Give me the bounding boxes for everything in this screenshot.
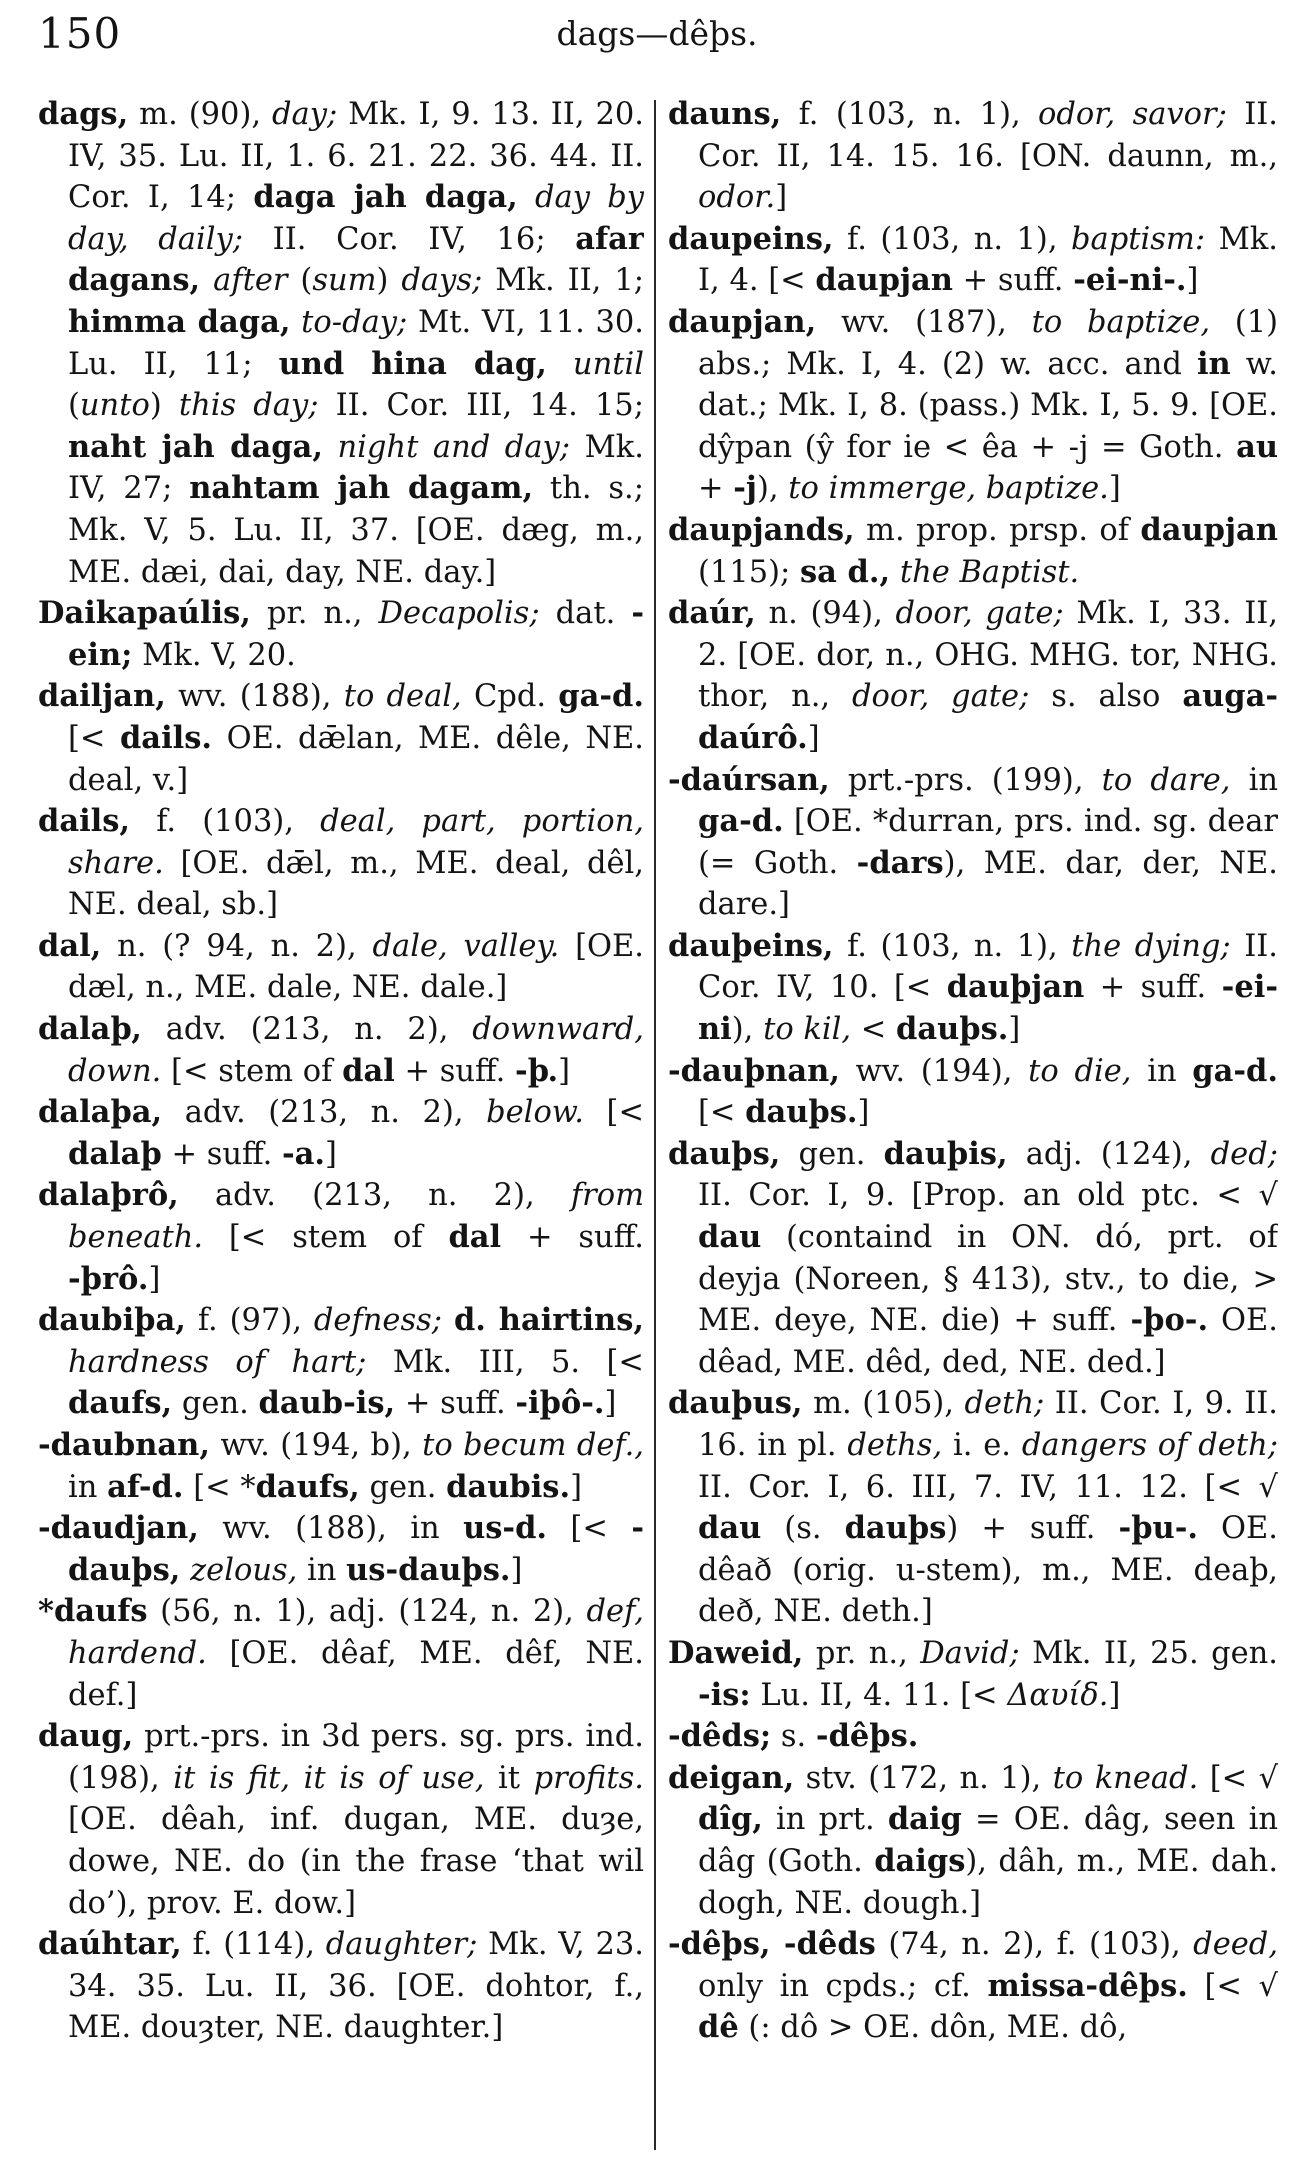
dictionary-entry	[38, 1300, 644, 1425]
entry-headword: daubiþa,	[38, 1302, 186, 1339]
dictionary-entry	[38, 926, 644, 1009]
entry-definition: (56, n. 1), adj. (124, n. 2), def, hardend. [OE. dêaf, ME. dêf, NE. def.]	[68, 1594, 644, 1713]
dictionary-entry	[38, 94, 644, 593]
entry-headword: -dêþs, -dêds	[668, 1926, 876, 1963]
right-column	[668, 94, 1278, 2166]
entry-headword: -daubnan,	[38, 1427, 210, 1463]
entry-headword: dalaþ,	[38, 1011, 142, 1048]
entry-definition: m. prop. prsp. of daupjan (115); sa d., the Baptist.	[698, 511, 1278, 590]
dictionary-entry	[38, 1425, 644, 1508]
dictionary-entry	[668, 1716, 1278, 1758]
dictionary-entry	[668, 302, 1278, 510]
entry-definition: wv. (188), in us-d. [< -dauþs, zelous, in us-dauþs.]	[68, 1510, 644, 1588]
dictionary-entry	[38, 1092, 644, 1175]
entry-definition: prt.-prs. (199), to dare, in ga-d. [OE. *durran, prs. ind. sg. dear (= Goth. -dars), ME. dar, der, NE. dare.]	[698, 762, 1278, 923]
entry-definition: f. (103), deal, part, portion, share. [OE. dǣl, m., ME. deal, dêl, NE. deal, sb.]	[68, 804, 644, 923]
dictionary-entry	[668, 1924, 1278, 2049]
entry-definition: f. (97), defness; d. hairtins, hardness of hart; Mk. III, 5. [< daufs, gen. daub-is, + suff. -iþô-.]	[68, 1302, 644, 1422]
entry-definition: pr. n., Decapolis; dat. -ein; Mk. V, 20.	[68, 595, 644, 673]
dictionary-entry	[668, 94, 1278, 219]
entry-headword: -dauþnan,	[668, 1052, 840, 1089]
dictionary-entry	[668, 219, 1278, 302]
running-head: dags—dêþs.	[556, 14, 758, 53]
entry-headword: Daikapaúlis,	[38, 595, 251, 632]
page-header	[0, 0, 1314, 72]
entry-headword: Daweid,	[668, 1634, 804, 1671]
entry-headword: -dêds;	[668, 1718, 772, 1755]
dictionary-entry	[668, 1758, 1278, 1924]
entry-headword: dags,	[38, 96, 129, 132]
entry-headword: dauþus,	[668, 1385, 803, 1422]
entry-headword: -daudjan,	[38, 1510, 199, 1547]
entry-definition: gen. dauþis, adj. (124), ded; II. Cor. I, 9. [Prop. an old ptc. < √ dau (containd in ON. dó, prt. of deyja (Noreen, § 413), stv., to die, > ME. deye, NE. die) + suff. -þo-. OE. dêad, ME. dêd, ded, NE. ded.]	[698, 1135, 1278, 1380]
dictionary-entry	[38, 593, 644, 676]
entry-headword: daug,	[38, 1718, 134, 1755]
dictionary-entry	[668, 1383, 1278, 1633]
entry-definition: f. (103, n. 1), the dying; II. Cor. IV, 10. [< dauþjan + suff. -ei-ni), to kil, < dauþs.]	[698, 928, 1278, 1048]
entry-headword: dails,	[38, 803, 131, 840]
entry-headword: daupjan,	[668, 303, 817, 340]
entry-definition: adv. (213, n. 2), downward, down. [< stem of dal + suff. -þ.]	[68, 1012, 644, 1089]
entry-definition: m. (90), day; Mk. I, 9. 13. II, 20. IV, 35. Lu. II, 1. 6. 21. 22. 36. 44. II. Cor. I, 14; daga jah daga, day by day, daily; II. Cor. IV, 16; afar dagans, after (sum) days; Mk. II, 1; himma daga, to-day; Mt. VI, 11. 30. Lu. II, 11; und hina dag, until (unto) this day; II. Cor. III, 14. 15; naht jah daga, night and day; Mk. IV, 27; nahtam jah dagam, th. s.; Mk. V, 5. Lu. II, 37. [OE. dæg, m., ME. dæi, dai, day, NE. day.]	[68, 97, 644, 590]
page-number: 150	[38, 9, 122, 58]
entry-definition: n. (94), door, gate; Mk. I, 33. II, 2. [OE. dor, n., OHG. MHG. tor, NHG. thor, n., door, gate; s. also auga-daúrô.]	[698, 596, 1278, 756]
entry-definition: pr. n., David; Mk. II, 25. gen. -is: Lu. II, 4. 11. [< Δαυίδ.]	[698, 1635, 1278, 1713]
entry-definition: s. -dêþs.	[780, 1718, 919, 1755]
entry-headword: *daufs	[38, 1593, 148, 1630]
left-column	[38, 94, 644, 2166]
dictionary-entry	[668, 593, 1278, 759]
entry-definition: wv. (187), to baptize, (1) abs.; Mk. I, 4. (2) w. acc. and in w. dat.; Mk. I, 8. (pass.) Mk. I, 5. 9. [OE. dŷpan (ŷ for ie < êa + -j = Goth. au + -j), to immerge, baptize.]	[698, 304, 1278, 507]
dictionary-entry	[668, 1051, 1278, 1134]
entry-headword: daúr,	[668, 595, 756, 632]
entry-definition: adv. (213, n. 2), from beneath. [< stem of dal + suff. -þrô.]	[68, 1178, 644, 1297]
entry-definition: (74, n. 2), f. (103), deed, only in cpds.; cf. missa-dêþs. [< √ dê (: dô > OE. dôn, ME. dô,	[698, 1927, 1278, 2046]
entry-headword: daúhtar,	[38, 1926, 182, 1963]
dictionary-entry	[38, 676, 644, 801]
dictionary-entry	[668, 1633, 1278, 1716]
dictionary-entry	[38, 1716, 644, 1924]
entry-headword: -daúrsan,	[668, 761, 830, 798]
dictionary-entry	[38, 801, 644, 926]
entry-definition: m. (105), deth; II. Cor. I, 9. II. 16. in pl. deths, i. e. dangers of deth; II. Cor. I, 6. III, 7. IV, 11. 12. [< √ dau (s. dauþs) + suff. -þu-. OE. dêað (orig. u-stem), m., ME. deaþ, deð, NE. deth.]	[698, 1386, 1278, 1630]
entry-headword: dalaþa,	[38, 1094, 163, 1131]
entry-definition: adv. (213, n. 2), below. [< dalaþ + suff. -a.]	[68, 1095, 644, 1172]
dictionary-entry	[38, 1924, 644, 2049]
entry-headword: dalaþrô,	[38, 1177, 179, 1214]
dictionary-entry	[668, 926, 1278, 1051]
column-divider	[654, 100, 656, 2150]
entry-definition: n. (? 94, n. 2), dale, valley. [OE. dæl, n., ME. dale, NE. dale.]	[68, 928, 644, 1006]
entry-headword: dal,	[38, 927, 102, 964]
entry-definition: f. (114), daughter; Mk. V, 23. 34. 35. Lu. II, 36. [OE. dohtor, f., ME. douȝter, NE. daughter.]	[68, 1927, 644, 2046]
entry-definition: f. (103, n. 1), baptism: Mk. I, 4. [< daupjan + suff. -ei-ni-.]	[698, 221, 1278, 299]
dictionary-entry	[38, 1009, 644, 1092]
entry-headword: daupeins,	[668, 220, 834, 257]
entry-headword: dauþs,	[668, 1135, 781, 1172]
entry-headword: dauns,	[668, 96, 782, 132]
dictionary-entry	[668, 1134, 1278, 1384]
entry-headword: daupjands,	[668, 511, 855, 548]
entry-headword: dauþeins,	[668, 927, 834, 964]
entry-definition: wv. (188), to deal, Cpd. ga-d. [< dails. OE. dǣlan, ME. dêle, NE. deal, v.]	[68, 678, 644, 798]
entry-headword: dailjan,	[38, 678, 166, 715]
dictionary-entry	[38, 1508, 644, 1591]
entry-definition: wv. (194, b), to becum def., in af-d. [< *daufs, gen. daubis.]	[68, 1428, 644, 1505]
entry-definition: stv. (172, n. 1), to knead. [< √ dîg, in prt. daig = OE. dâg, seen in dâg (Goth. daigs), dâh, m., ME. dah. dogh, NE. dough.]	[698, 1760, 1278, 1921]
dictionary-entry	[668, 760, 1278, 926]
entry-definition: prt.-prs. in 3d pers. sg. prs. ind. (198), it is fit, it is of use, it profits. [OE. dêah, inf. dugan, ME. duȝe, dowe, NE. do (in the frase ‘that wil do’), prov. E. dow.]	[68, 1719, 644, 1921]
entry-definition: wv. (194), to die, in ga-d. [< dauþs.]	[698, 1052, 1278, 1131]
dictionary-entry	[668, 510, 1278, 593]
entry-headword: deigan,	[668, 1759, 795, 1796]
entry-definition: f. (103, n. 1), odor, savor; II. Cor. II, 14. 15. 16. [ON. daunn, m., odor.]	[698, 97, 1278, 216]
dictionary-entry	[38, 1591, 644, 1716]
dictionary-entry	[38, 1175, 644, 1300]
